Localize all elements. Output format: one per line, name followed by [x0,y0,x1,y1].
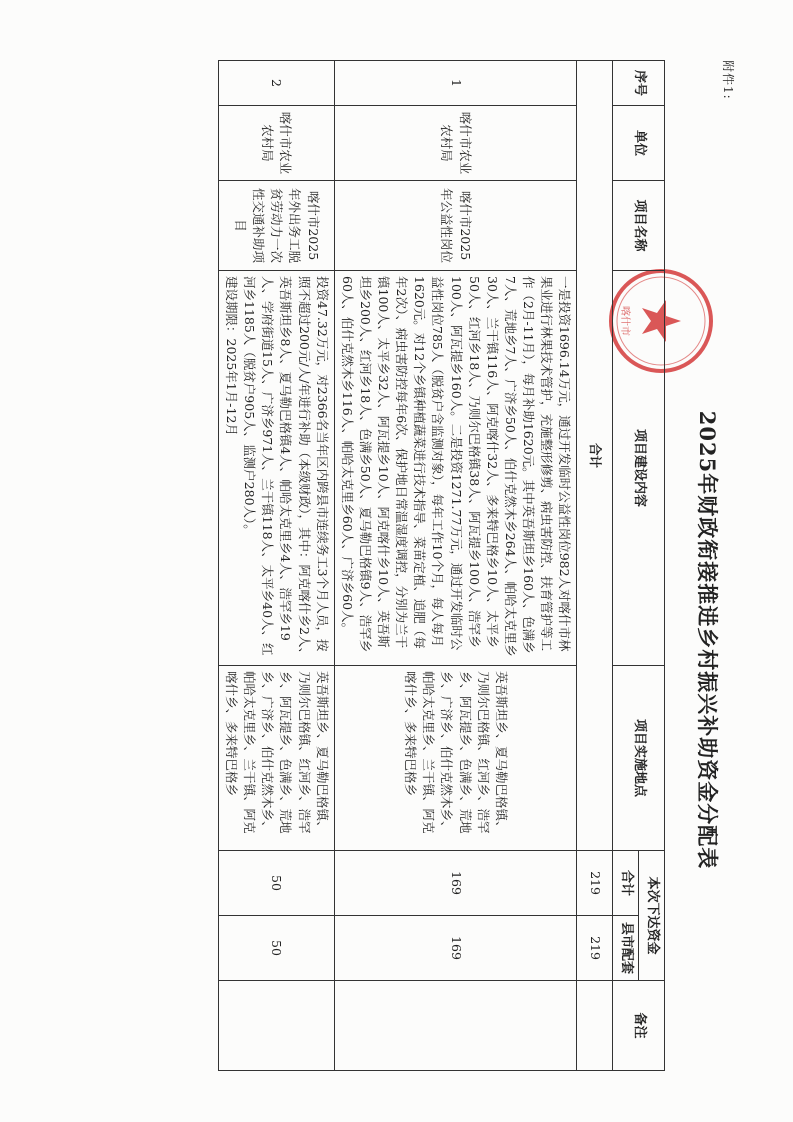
total-amount: 219 [577,851,613,916]
header-remark: 备注 [613,981,665,1071]
header-name: 项目名称 [613,181,665,271]
row-seq: 1 [334,61,577,106]
page-title: 2025年财政衔接推进乡村振兴补助资金分配表 [695,410,720,870]
header-location: 项目实施地点 [613,666,665,851]
header-funds: 本次下达资金 [639,851,665,981]
annex-label: 附件1: [721,60,735,100]
rotated-sheet [55,60,735,1070]
row-seq: 2 [218,61,334,106]
header-content: 项目建设内容 [613,271,665,666]
row-content: 投资47.32万元，对2366名当年区内跨县市连续务工3个月人员，按照不超过200元/人/年进行补助（本级财政），其中：阿克喀什乡2人、英吾斯坦乡8人、夏马勒巴格镇4人、帕哈太克里乡4人、浩罕乡19人、学府街道15人、广济乡971人、兰干镇118人、太平乡40人、红河乡1185人（脱贫户905人、监测户280人）。 建设期限：2025年1月-12月 [218,271,334,666]
row-remark [334,981,577,1071]
row-content: 一是投资1696.14万元，通过开发临时公益性岗位982人对喀什市林果业进行林果技术管护，充施整形修剪、病虫害防控、扶育管护等工作（2月-11月），每月补助1620元。其中英吾斯坦乡160人、色满乡7人、荒地乡7人、广济乡50人、伯什克然木乡264人、帕哈太克里乡30人、兰干镇116人、阿克喀什32人、多来特巴格乡10人、太平乡50人、红河乡18人、乃则尔巴格镇38人、阿瓦提乡100人、浩罕乡100人、阿瓦提乡160人。二是投资1271.77万元，通过开发临时公益性岗位785人（脱贫户含监测对象），每年工作10个月，每人每月1620元。对12个乡镇种植蔬菜进行技术指导、菜苗定植、追肥（每年2次）、病虫害防控每年6次、保护地日常温湿度调控，分别为兰干镇100人、太平乡32人、阿瓦提乡10人、阿克喀什乡10人、英吾斯坦乡200人、红河乡18人、色满乡50人、夏马勒巴格镇9人、浩罕乡60人、伯什克然木乡116人、帕哈太克里乡60人、广济乡60人。 [334,271,577,666]
row-name: 喀什市2025年外出务工脱贫劳动力一次性交通补助项目 [218,181,334,271]
total-remark [577,981,613,1071]
header-funds-total: 合计 [613,851,639,916]
row-unit: 喀什市农业农村局 [334,106,577,181]
total-county: 219 [577,916,613,981]
row-remark [218,981,334,1071]
row-county: 169 [334,916,577,981]
row-name: 喀什市2025年公益性岗位 [334,181,577,271]
table-row [218,61,334,1071]
svg-text:喀什市: 喀什市 [619,306,630,336]
row-total: 169 [334,851,577,916]
row-unit: 喀什市农业农村局 [218,106,334,181]
row-total: 50 [218,851,334,916]
header-unit: 单位 [613,106,665,181]
row-location: 英吾斯坦乡、夏马勒巴格镇、乃则尔巴格镇、红河乡、浩罕乡、阿瓦提乡、色满乡、荒地乡、广济乡、伯什克然木乡、帕哈太克里乡、兰干镇、阿克喀什乡、多来特巴格乡 [334,666,577,851]
total-label: 合计 [577,61,613,851]
table-row [334,61,577,1071]
header-seq: 序号 [613,61,665,106]
header-row [639,61,665,1071]
row-county: 50 [218,916,334,981]
row-location: 英吾斯坦乡、夏马勒巴格镇、乃则尔巴格镇、红河乡、浩罕乡、阿瓦提乡、色满乡、荒地乡、广济乡、伯什克然木乡、帕哈太克里乡、兰干镇、阿克喀什乡、多来特巴格乡 [218,666,334,851]
allocation-table [218,60,665,1071]
total-row [577,61,613,1071]
header-funds-county: 县市配套 [613,916,639,981]
